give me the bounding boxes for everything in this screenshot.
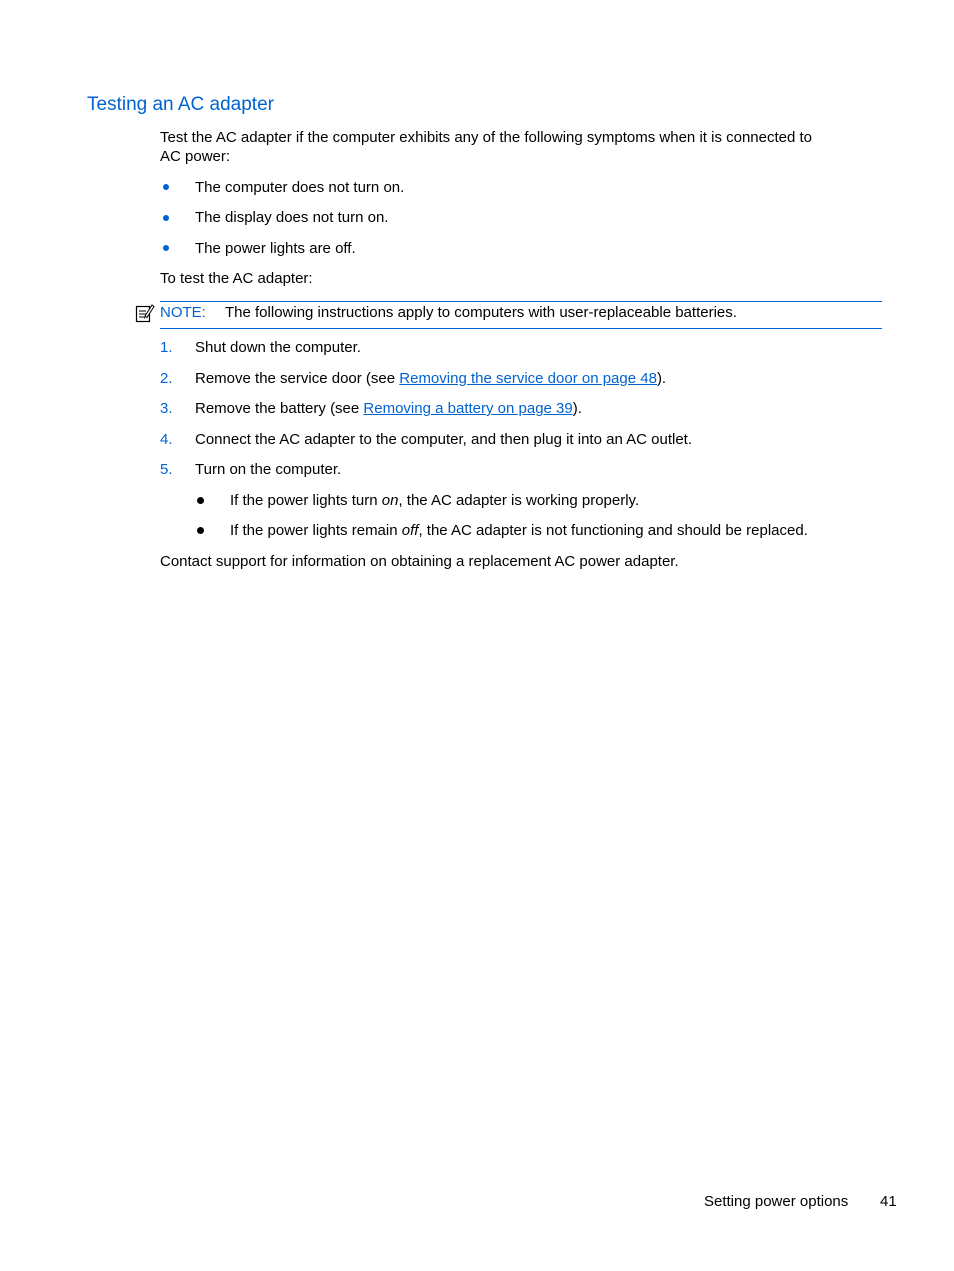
intro-line-1: Test the AC adapter if the computer exhibits any of the following symptoms when it is connected to [160,129,813,146]
step-number: 3. [160,400,173,417]
bullet-icon [163,245,169,251]
symptom-text: The computer does not turn on. [195,179,405,196]
bullet-icon [197,527,204,534]
bullet-icon [163,184,169,190]
step-number: 5. [160,461,173,478]
note-label: NOTE: [160,304,206,321]
substep-post: , the AC adapter is not functioning and should be replaced. [418,522,808,539]
substep-post: , the AC adapter is working properly. [398,492,640,509]
substep-em: on [381,492,399,509]
intro-line-2: AC power: [160,148,231,165]
step-number: 2. [160,370,173,387]
step-text-pre: Remove the service door (see [195,370,400,387]
substep-text [230,491,639,510]
bullet-icon [197,497,204,504]
step-text-pre: Remove the battery (see [195,400,364,417]
step-text: Connect the AC adapter to the computer, and then plug it into an AC outlet. [195,431,692,448]
substep-em: off [401,522,419,539]
footer-section-name: Setting power options [704,1193,849,1210]
note-bottom-rule [160,328,882,329]
note-icon [135,303,155,323]
section-title: Testing an AC adapter [87,94,274,115]
step-text: Turn on the computer. [195,461,342,478]
step-text [195,369,666,388]
note-top-rule [160,301,882,302]
battery-link[interactable]: Removing a battery on page 39 [363,400,573,417]
note-text: The following instructions apply to computers with user-replaceable batteries. [225,304,737,321]
symptom-text: The power lights are off. [195,240,356,257]
substep-pre: If the power lights remain [230,522,402,539]
step-text [195,399,582,418]
step-number: 1. [160,339,173,356]
contact-text: Contact support for information on obtaining a replacement AC power adapter. [160,553,679,570]
step-text-post: ). [572,400,582,417]
service-door-link[interactable]: Removing the service door on page 48 [399,370,657,387]
step-number: 4. [160,431,173,448]
substep-text [230,521,808,540]
substep-pre: If the power lights turn [230,492,382,509]
step-text-post: ). [656,370,667,387]
symptom-text: The display does not turn on. [195,209,389,226]
footer-page-number: 41 [880,1193,897,1210]
to-test-text: To test the AC adapter: [160,270,313,287]
bullet-icon [163,215,169,221]
step-text: Shut down the computer. [195,339,361,356]
